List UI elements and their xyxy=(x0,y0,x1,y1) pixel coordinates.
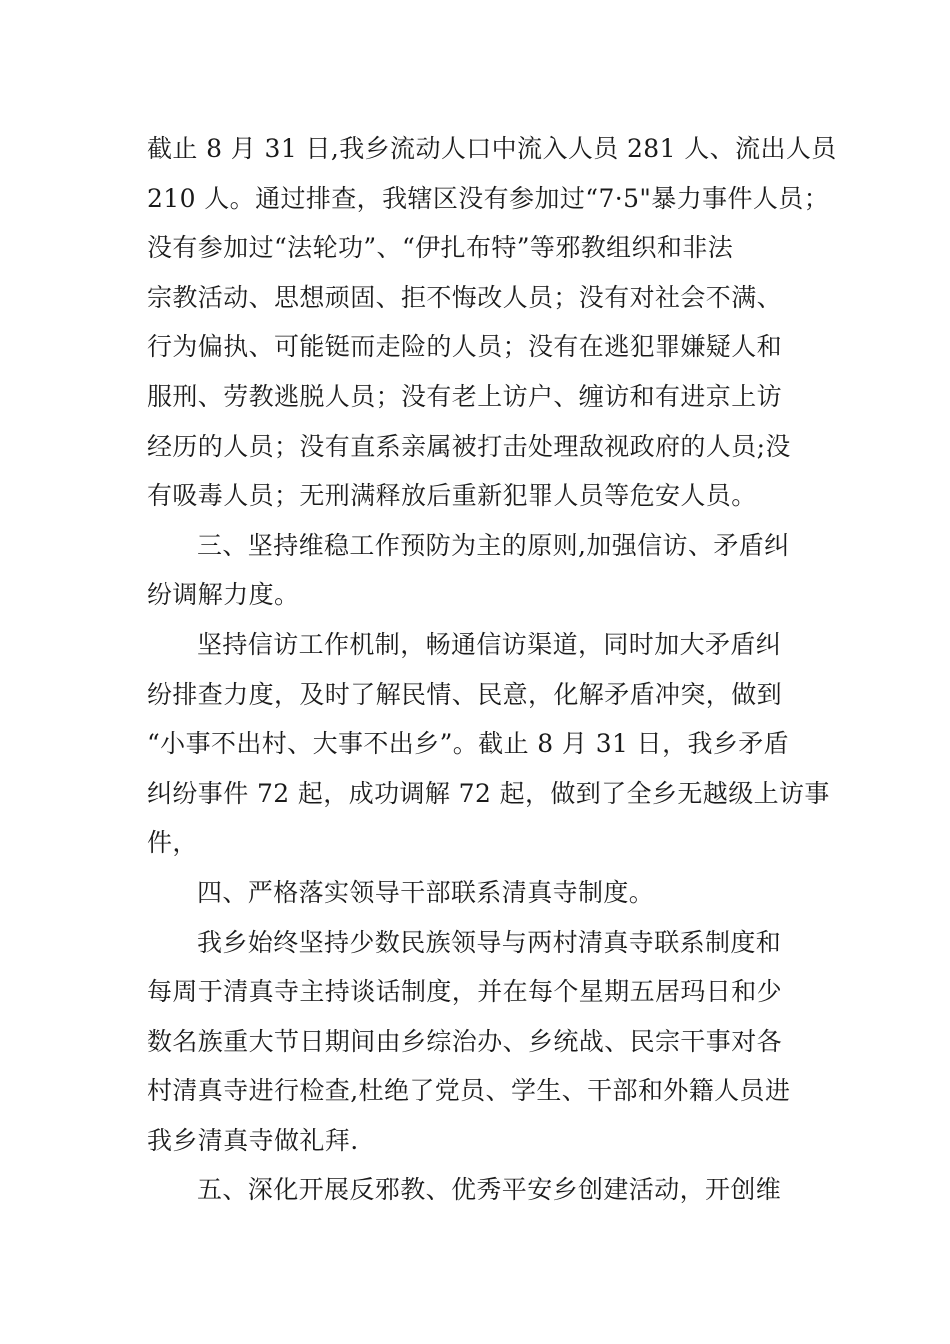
text-line: 纷调解力度。 xyxy=(147,580,300,610)
text-line: 截止 8 月 31 日,我乡流动人口中流入人员 281 人、流出人员 xyxy=(147,134,837,163)
section-heading-4: 四、严格落实领导干部联系清真寺制度。 xyxy=(197,877,655,907)
text-line: “小事不出村、大事不出乡”。截止 8 月 31 日，我乡矛盾 xyxy=(147,729,790,759)
section-heading-3: 三、坚持维稳工作预防为主的原则,加强信访、矛盾纠 xyxy=(197,530,790,560)
paragraph-start: 我乡始终坚持少数民族领导与两村清真寺联系制度和 xyxy=(197,927,782,957)
text-line: 数名族重大节日期间由乡综治办、乡统战、民宗干事对各 xyxy=(147,1026,783,1056)
document-body xyxy=(147,124,837,1215)
paragraph-start: 坚持信访工作机制，畅通信访渠道，同时加大矛盾纠 xyxy=(197,629,782,659)
text-line: 没有参加过“法轮功”、“伊扎布特”等邪教组织和非法 xyxy=(147,233,734,263)
text-line: 宗教活动、思想顽固、拒不悔改人员；没有对社会不满、 xyxy=(147,282,783,312)
text-line: 经历的人员；没有直系亲属被打击处理敌视政府的人员;没 xyxy=(147,431,791,461)
text-line: 行为偏执、可能铤而走险的人员；没有在逃犯罪嫌疑人和 xyxy=(147,332,783,362)
text-line: 纷排查力度，及时了解民情、民意，化解矛盾冲突，做到 xyxy=(147,679,783,709)
text-line: 每周于清真寺主持谈话制度，并在每个星期五居玛日和少 xyxy=(147,977,783,1007)
section-heading-5: 五、深化开展反邪教、优秀平安乡创建活动，开创维 xyxy=(197,1175,782,1205)
text-line: 有吸毒人员；无刑满释放后重新犯罪人员等危安人员。 xyxy=(147,481,757,511)
text-line: 210 人。通过排查，我辖区没有参加过“7·5"暴力事件人员； xyxy=(147,183,830,213)
text-line: 村清真寺进行检查,杜绝了党员、学生、干部和外籍人员进 xyxy=(147,1076,791,1106)
text-line: 件， xyxy=(147,828,198,858)
text-line: 纠纷事件 72 起，成功调解 72 起，做到了全乡无越级上访事 xyxy=(147,778,830,808)
text-line: 服刑、劳教逃脱人员；没有老上访户、缠访和有进京上访 xyxy=(147,381,783,411)
text-line: 我乡清真寺做礼拜. xyxy=(147,1125,359,1155)
